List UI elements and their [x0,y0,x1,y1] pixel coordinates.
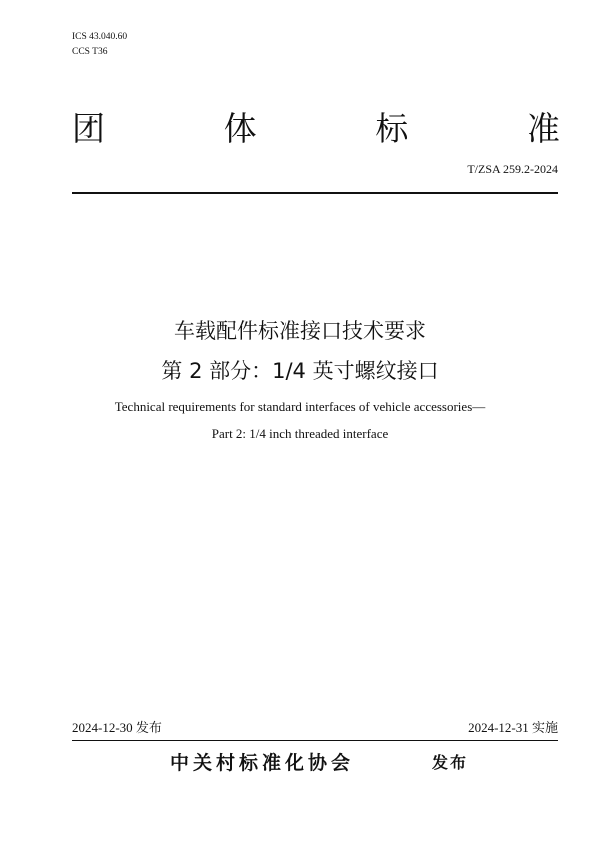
standard-type-char: 准 [526,108,560,148]
standard-type-char: 体 [223,108,257,148]
standard-type-char: 团 [72,108,105,148]
chinese-title-line-1: 车载配件标准接口技术要求 [174,319,426,343]
bottom-divider [72,740,558,741]
publish-label: 发布 [432,753,469,772]
ccs-code: CCS T36 [72,47,108,57]
english-title-line-1: Technical requirements for standard interfaces of vehicle accessories— [114,399,486,414]
publish-date: 2024-12-30 发布 [72,720,162,735]
english-title-line-2: Part 2: 1/4 inch threaded interface [211,426,389,441]
standard-type-char: 标 [375,108,409,148]
standard-number: T/ZSA 259.2-2024 [467,162,558,176]
publisher-name: 中关村标准化协会 [170,752,355,774]
top-divider [72,192,558,194]
chinese-title-line-2: 第 2 部分：1/4 英寸螺纹接口 [161,359,439,383]
implement-date: 2024-12-31 实施 [468,720,558,735]
ics-code: ICS 43.040.60 [72,32,128,42]
standard-type-heading [72,104,560,148]
